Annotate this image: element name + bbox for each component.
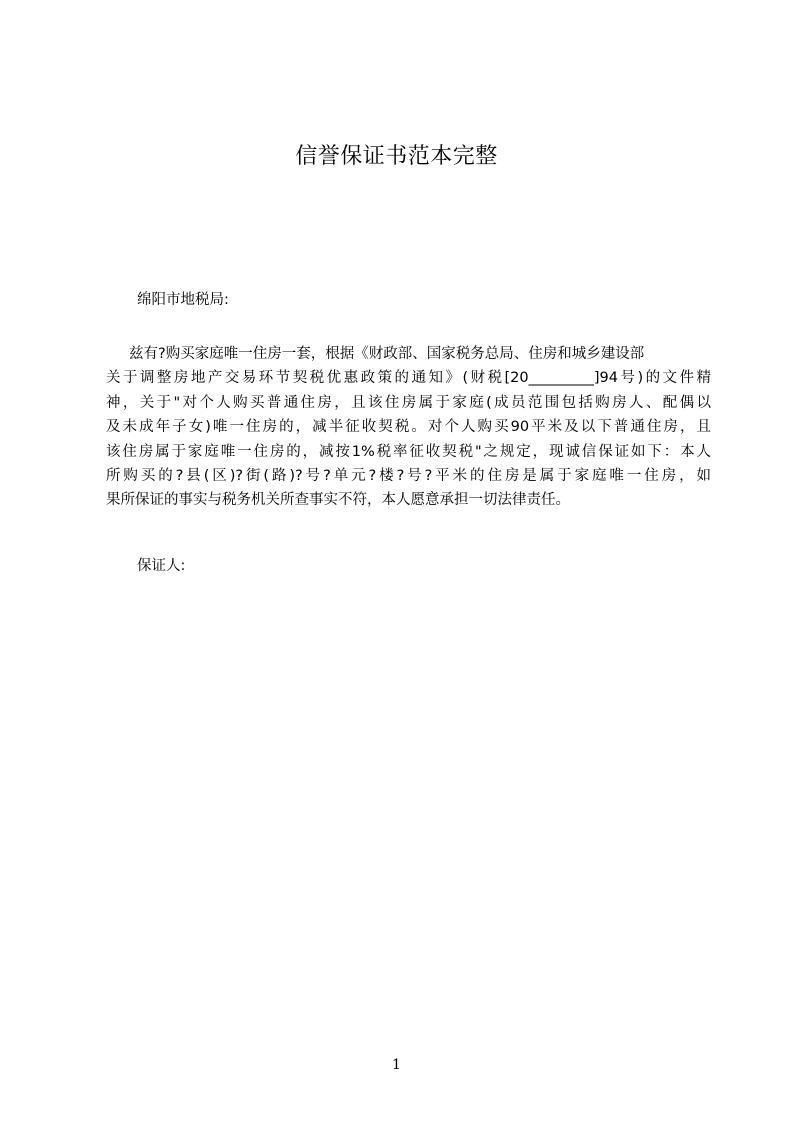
signer-label: 保证人: (137, 558, 186, 574)
body-line: 兹有?购买家庭唯一住房一套，根据《财政部、国家税务总局、住房和城乡建设部 (106, 346, 645, 362)
document-title: 信誉保证书范本完整 (295, 144, 498, 169)
page-number: 1 (392, 1057, 401, 1073)
body-line: 及未成年子女)唯一住房的，减半征收契税。对个人购买90平米及以下普通住房，且 (106, 419, 711, 436)
body-line: 该住房属于家庭唯一住房的，减按1%税率征收契税"之规定，现诚信保证如下：本人 (106, 443, 711, 460)
body-paragraph (106, 342, 711, 513)
body-line: 所购买的?县(区)?街(路)?号?单元?楼?号?平米的住房是属于家庭唯一住房，如 (106, 467, 711, 484)
salutation: 绵阳市地税局: (137, 292, 229, 308)
body-line: 果所保证的事实与税务机关所查事实不符，本人愿意承担一切法律责任。 (106, 492, 570, 509)
body-line: 关于调整房地产交易环节契税优惠政策的通知》(财税[20_________]94号)的文件精 (106, 370, 711, 387)
body-line: 神，关于"对个人购买普通住房，且该住房属于家庭(成员范围包括购房人、配偶以 (106, 394, 711, 411)
